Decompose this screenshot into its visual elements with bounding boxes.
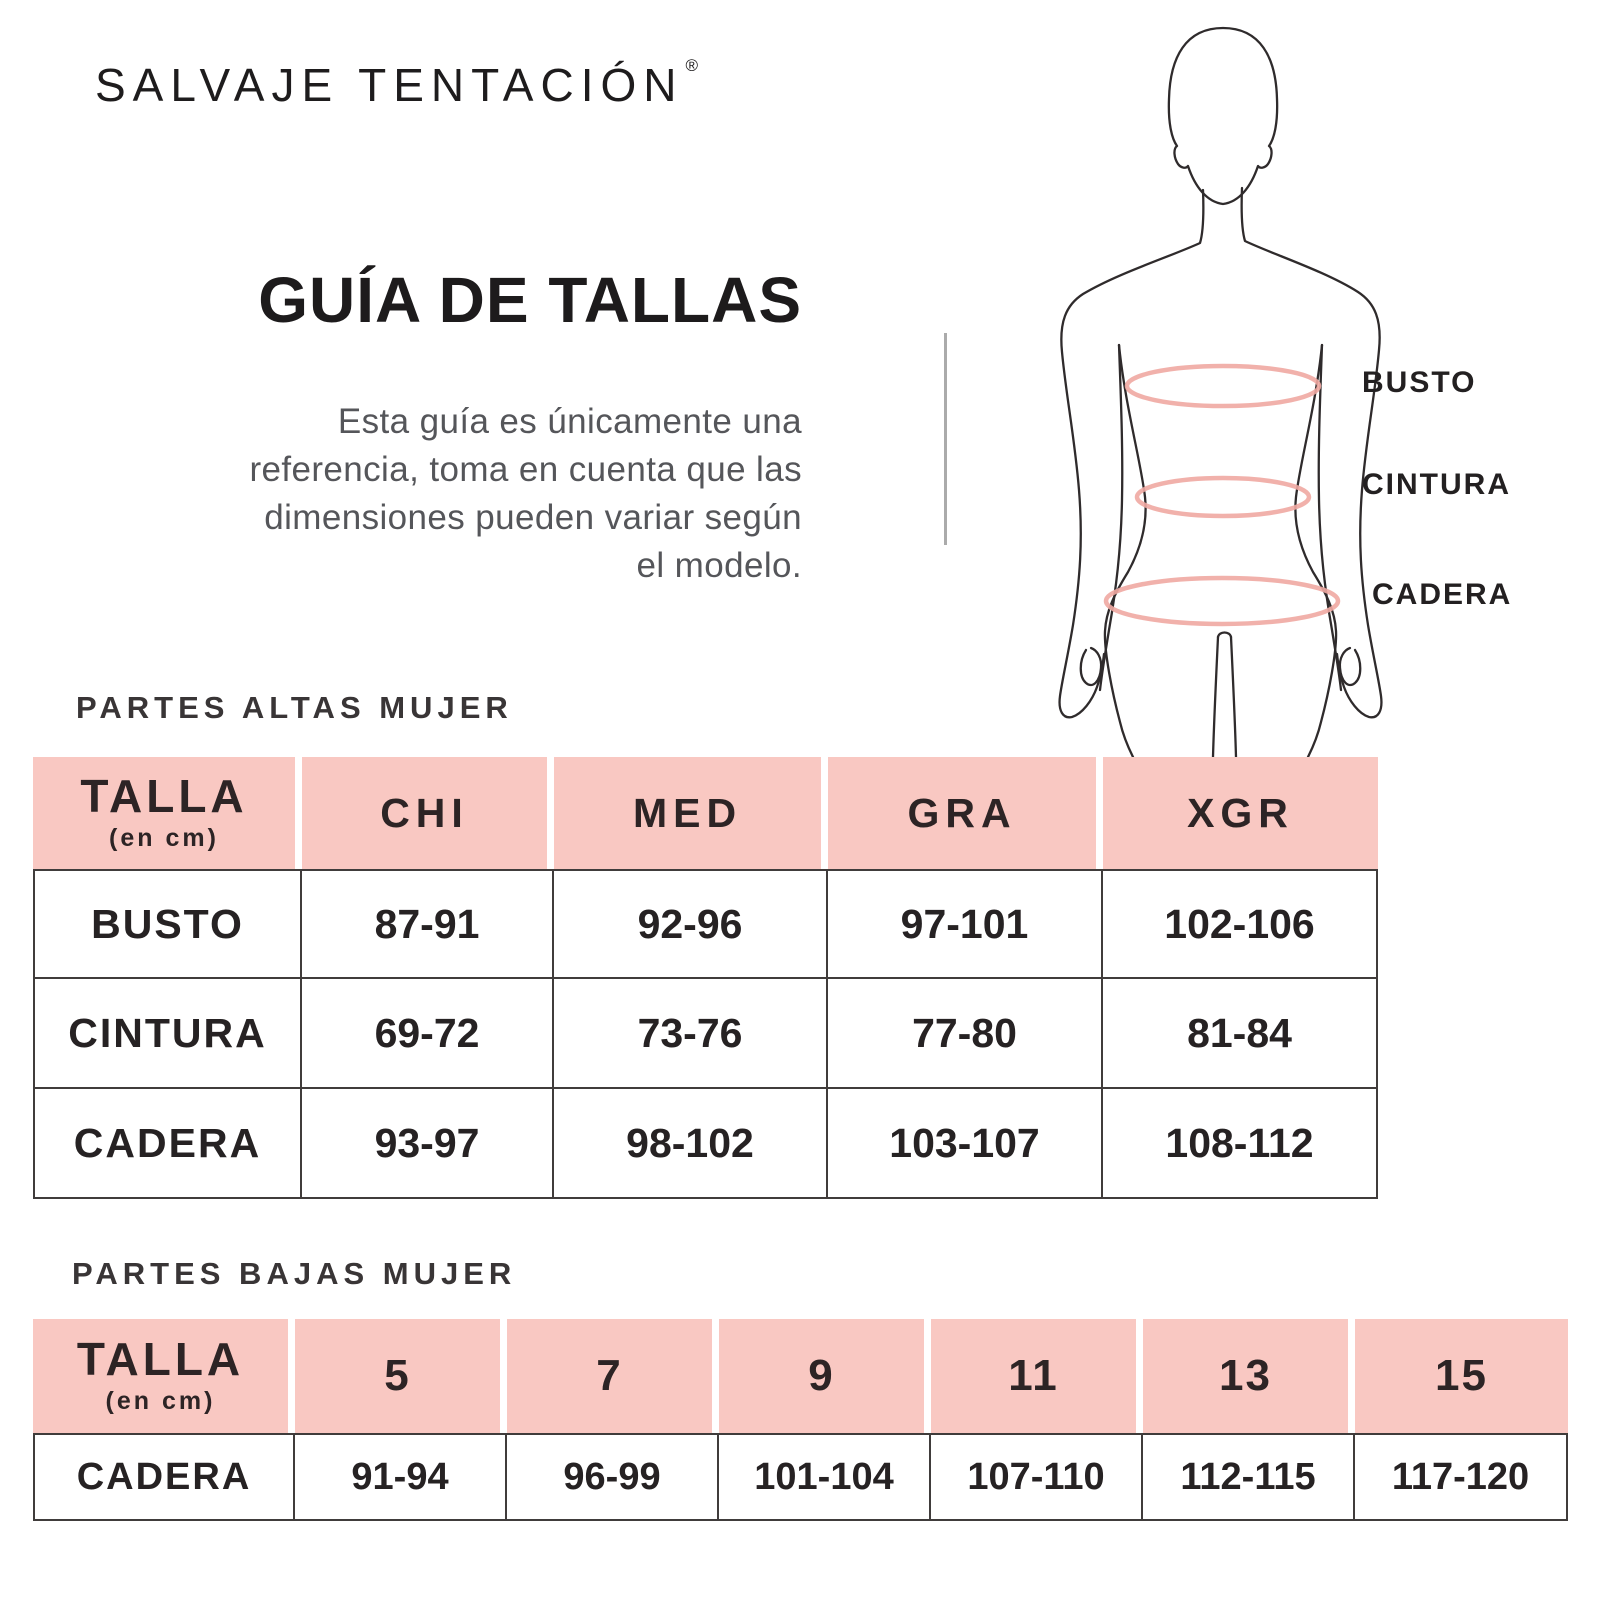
table-cell: 98-102 <box>554 1089 828 1199</box>
page-title: GUÍA DE TALLAS <box>258 264 802 336</box>
female-body-silhouette <box>1000 15 1420 757</box>
table-header-size-9 <box>719 1319 931 1433</box>
table-cell: 97-101 <box>828 869 1103 979</box>
bust-measurement-ellipse <box>1127 366 1319 406</box>
right-arm-outline <box>1242 188 1382 717</box>
table-header-size-15 <box>1355 1319 1568 1433</box>
section-title-partes-bajas: PARTES BAJAS MUJER <box>72 1256 517 1291</box>
table-cell: 91-94 <box>295 1433 507 1521</box>
waist-label: CINTURA <box>1362 468 1511 501</box>
size-label: XGR <box>1187 789 1294 836</box>
size-label: 13 <box>1219 1351 1272 1400</box>
table-header-size-5 <box>295 1319 507 1433</box>
table-cell: 112-115 <box>1143 1433 1355 1521</box>
left-thumb-outline <box>1081 648 1101 685</box>
left-arm-outline <box>1060 190 1204 717</box>
intro-line-3: dimensiones pueden variar según <box>264 498 802 537</box>
lower-body-size-table <box>33 1319 1568 1521</box>
table-header-talla <box>33 1319 295 1433</box>
table-cell: 107-110 <box>931 1433 1143 1521</box>
inner-leg-gap-right-line <box>1231 637 1236 757</box>
size-label: 9 <box>808 1351 835 1400</box>
hip-label: CADERA <box>1372 578 1513 611</box>
intro-description <box>88 398 802 590</box>
table-cell: 87-91 <box>302 869 554 979</box>
brand-logo <box>95 56 698 112</box>
table-header-size-gra <box>828 757 1103 869</box>
table-cell: 92-96 <box>554 869 828 979</box>
size-label: CHI <box>380 789 469 836</box>
table-cell: 103-107 <box>828 1089 1103 1199</box>
size-label: 11 <box>1008 1351 1059 1400</box>
table-cell: 108-112 <box>1103 1089 1378 1199</box>
intro-line-2: referencia, toma en cuenta que las <box>249 450 802 489</box>
row-label-cadera: CADERA <box>33 1433 295 1521</box>
row-label-cadera: CADERA <box>33 1089 302 1199</box>
brand-name: SALVAJE TENTACIÓN <box>95 59 684 111</box>
upper-body-size-table <box>33 757 1378 1199</box>
table-header-size-chi <box>302 757 554 869</box>
table-cell: 69-72 <box>302 979 554 1089</box>
left-torso-and-leg-outline <box>1105 345 1146 757</box>
registered-trademark-symbol: ® <box>685 56 699 75</box>
table-header-talla <box>33 757 302 869</box>
body-outline <box>1060 28 1382 757</box>
bust-label: BUSTO <box>1362 366 1477 399</box>
section-title-partes-altas: PARTES ALTAS MUJER <box>76 690 513 725</box>
table-cell: 93-97 <box>302 1089 554 1199</box>
table-cell: 73-76 <box>554 979 828 1089</box>
waist-measurement-ellipse <box>1137 478 1309 516</box>
right-inner-arm-line <box>1319 345 1341 690</box>
table-cell: 102-106 <box>1103 869 1378 979</box>
size-label: 15 <box>1435 1351 1488 1400</box>
right-torso-and-leg-outline <box>1295 345 1336 757</box>
table-cell: 117-120 <box>1355 1433 1568 1521</box>
table-header-size-11 <box>931 1319 1143 1433</box>
unit-label: (en cm) <box>105 1387 216 1415</box>
inner-leg-gap-left-line <box>1213 637 1218 757</box>
table-cell: 81-84 <box>1103 979 1378 1089</box>
head-outline <box>1169 28 1277 204</box>
table-cell: 101-104 <box>719 1433 931 1521</box>
size-label: 7 <box>596 1351 623 1400</box>
measurement-ellipses <box>1106 366 1338 624</box>
intro-line-4: el modelo. <box>636 546 802 585</box>
intro-block <box>88 264 802 590</box>
table-header-size-med <box>554 757 828 869</box>
left-inner-arm-line <box>1100 345 1122 690</box>
table-header-size-7 <box>507 1319 719 1433</box>
size-label: 5 <box>384 1351 411 1400</box>
right-thumb-outline <box>1340 648 1360 685</box>
row-label-busto: BUSTO <box>33 869 302 979</box>
inner-leg-gap-top-cap <box>1218 633 1231 638</box>
vertical-divider <box>944 333 947 545</box>
size-label: MED <box>632 789 743 836</box>
table-header-size-13 <box>1143 1319 1355 1433</box>
table-header-size-xgr <box>1103 757 1378 869</box>
talla-label: TALLA <box>80 770 248 822</box>
unit-label: (en cm) <box>109 824 219 852</box>
hip-measurement-ellipse <box>1106 578 1338 624</box>
size-label: GRA <box>907 789 1017 836</box>
table-cell: 77-80 <box>828 979 1103 1089</box>
intro-line-1: Esta guía es únicamente una <box>337 402 802 441</box>
row-label-cintura: CINTURA <box>33 979 302 1089</box>
talla-label: TALLA <box>76 1333 245 1385</box>
table-cell: 96-99 <box>507 1433 719 1521</box>
